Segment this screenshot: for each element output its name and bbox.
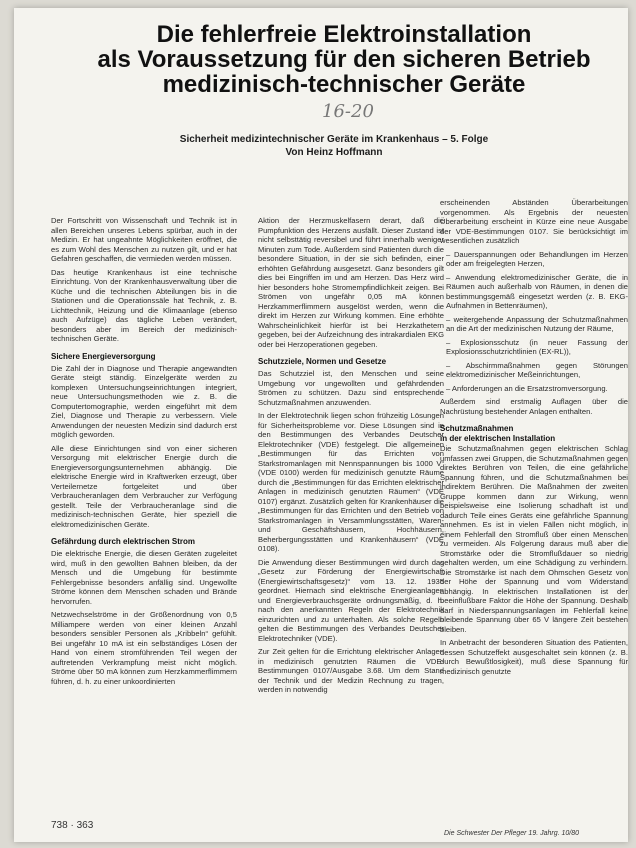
paragraph: Das Schutzziel ist, den Menschen und seine Umgebung vor ungewollten und gefährdenden Strömen zu schützen. Dazu sind entsprechende Schutzmaßnahmen anzuwenden. [258, 369, 444, 407]
paragraph: Aktion der Herzmuskelfasern derart, daß die Pumpfunktion des Herzens ausfällt. Dieser Zustand ist nicht selbsttätig reversibel und führt innerhalb weniger Minuten zum Tode. Außerdem sind Patienten durch die besondere Situation, in der sie sich befinden, einer erhöhten Gefährdung ausgesetzt. Ganz besonders gilt dies bei Eingriffen im und am Herzen. Das Herz wird hier besonders hohe Stromempfindlichkeit zeigen. Bei Strömen von ungefähr 0,05 mA können Herzkammerflimmern ausgelöst werden, wenn die direkt im Herzen zur Wirkung kommen. Eine erhöhte Wahrscheinlichkeit hierfür ist bei Herzkathetern gegeben, bei der Aufzeichnung des intrakardialen EKG oder bei Herzoperationen gegeben. [258, 216, 444, 349]
text-column-2 [258, 216, 444, 816]
paragraph: Alle diese Einrichtungen sind von einer sicheren Versorgung mit elektrischer Energie durch die Energieversorgungsunternehmen abhängig. Die elektrische Energie wird in Kraftwerken erzeugt, über Verteilernetze fortgeleitet und über Verbraucheranlagen dem Verbraucher zur Verfügung gestellt. Teile der Verbraucheranlage sind die medizinisch-technischen Geräte, hier speziell die elektromedizinischen Geräte. [51, 443, 237, 529]
list-item: – Abschirmmaßnahmen gegen Störungen elektromedizinischer Meßeinrichtungen, [446, 360, 628, 379]
journal-reference: Die Schwester Der Pfleger 19. Jahrg. 10/80 [444, 830, 580, 837]
handwritten-note: 16-20 [322, 101, 374, 122]
heading-line-1: Schutzmaßnahmen [440, 424, 514, 433]
paragraph: Die Anwendung dieser Bestimmungen wird durch das „Gesetz zur Förderung der Energiewirtschaft (Energiewirtschaftsgesetz)“ vom 13. 12. 1935 geordnet. Hiernach sind elektrische Energieanlagen und Energieverbrauchsgeräte ordnungsmäßig, d. h. nach den anerkannten Regeln der Elektrotechnik einzurichten und zu unterhalten. Als solche Regeln gelten die Bestimmungen des Verbandes Deutscher Elektrotechniker (VDE). [258, 557, 444, 643]
title-line-3: medizinisch-technischer Geräte [162, 71, 526, 98]
author-line: Von Heinz Hoffmann [285, 147, 383, 158]
paragraph: Der Fortschritt von Wissenschaft und Technik ist in allen Bereichen unseres Lebens spürbar, auch in der Medizin. Er hat ungeahnte Möglichkeiten eröffnet, die es zum Wohl des Menschen zu nutzen gilt, und er hat Gefahren geschaffen, die vermieden werden müssen. [51, 216, 237, 263]
text-column-1 [51, 216, 237, 816]
paragraph: Zur Zeit gelten für die Errichtung elektrischer Anlagen in medizinisch genutzten Räumen die VDE-Bestimmungen 0107/Ausgabe 3.68. Um dem Stand der Technik und der Medizin Rechnung zu tragen, werden in notwendig [258, 647, 444, 694]
list-item: – Explosionsschutz (in neuer Fassung der Explosionsschutzrichtlinien (EX-RL)), [446, 337, 628, 356]
title-line-1: Die fehlerfreie Elektroinstallation [156, 21, 532, 48]
article-title [84, 22, 604, 97]
paragraph: Die Schutzmaßnahmen gegen elektrischen Schlag umfassen zwei Gruppen, die Schutzmaßnahmen gegen direktes Berühren von Teilen, die eine gefährliche Spannung führen, und die Schutzmaßnahmen bei indirektem Berühren. Die Maßnahmen der zweiten Gruppe kommen dann zur Wirkung, wenn beispielsweise eine Isolierung schadhaft ist und dadurch Teile eines Geräts eine gefährliche Spannung annehmen. Es ist in vielen Fällen nicht möglich, in einem Fehlerfall den Stromfluß über einen Menschen zu vermeiden. Als Folgerung daraus muß aber die Stromstärke oder die Stromflußdauer so niedrig gehalten werden, um eine Schädigung zu verhindern. Die Stromstärke ist nach dem Ohmschen Gesetz von der Höhe der Spannung und vom Widerstand abhängig. In elektrischen Installationen ist der beeinflußbare Faktor die Höhe der Spannung. Deshalb darf in Niederspannungsanlagen im Fehlerfall keine bleibende Spannung über 65 V längere Zeit bestehen bleiben. [440, 444, 628, 634]
list-item: – weitergehende Anpassung der Schutzmaßnahmen an die Art der medizinischen Nutzung der Räume, [446, 314, 628, 333]
heading-line-2: in der elektrischen Installation [440, 434, 556, 443]
section-heading: Schutzziele, Normen und Gesetze [258, 357, 387, 366]
article-subtitle [164, 133, 504, 159]
paragraph: Das heutige Krankenhaus ist eine technische Einrichtung. Von der Krankenhausverwaltung über die Küche und die technischen Abteilungen bis in die Stationen und die Operationssäle hat Technik, z. B. Lichttechnik, Heizung und die Klimaanlage (ebenso auch Aufzüge) das tägliche Leben verändert, besonders aber im Bereich der medizinisch-technischen Geräte. [51, 267, 237, 343]
list-item: – Dauerspannungen oder Behandlungen im Herzen oder am freigelegten Herzen, [446, 249, 628, 268]
section-heading [440, 424, 628, 444]
paragraph: In der Elektrotechnik liegen schon frühzeitig Lösungen für Sicherheitsprobleme vor. Diese Lösungen sind in den Bestimmungen des Verbandes Deutscher Elektrotechniker (VDE) festgelegt. Die allgemeinen „Bestimmungen für das Errichten von Starkstromanlagen mit Nennspannungen bis 1000 V“ (VDE 0100) werden für medizinisch genutzte Räume durch die „Bestimmungen für das Errichten elektrischer Anlagen in medizinisch genutzten Räumen“ (VDE 0107) ergänzt. Zusätzlich gelten für Krankenhäuser die „Bestimmungen für das Errichten und den Betrieb von Starkstromanlagen in Versammlungsstätten, Waren- und Geschäftshäusern, Hochhäusern, Beherbergungsstätten und Krankenhäusern“ (VDE 0108). [258, 411, 444, 553]
document-page [14, 8, 628, 842]
title-line-2: als Voraussetzung für den sicheren Betrieb [97, 46, 591, 73]
text-column-3 [440, 198, 628, 814]
list-item: – Anwendung elektromedizinischer Geräte, die in Räumen auch außerhalb von Räumen, in denen die bestimmungsgemäß eingesetzt werden (z. B. EKG-Aufnahmen in Bettenräumen), [446, 272, 628, 310]
page-number: 738 · 363 [51, 820, 94, 831]
series-line: Sicherheit medizintechnischer Geräte im Krankenhaus – 5. Folge [179, 134, 489, 145]
paragraph: Netzwechselströme in der Größenordnung von 0,5 Milliampere werden von einer kleinen Anzahl besonders sensibler Personen als „Kribbeln“ gefühlt. Bei ungefähr 10 mA ist ein selbständiges Lösen der Hand von einem stromführenden Teil wegen der auftretenden Verkrampfung meist nicht möglich. Ströme über 50 mA können zum Herzkammerflimmern führen, d. h. zu einer unkoordinierten [51, 610, 237, 686]
paragraph: Die elektrische Energie, die diesen Geräten zugeleitet wird, muß in den gewollten Bahnen bleiben, da der Mensch und die Umgebung für bestimmte Fehlergebnisse besonders anfällig sind. Ungewollte Ströme können dem Menschen schaden und Brände hervorrufen. [51, 549, 237, 606]
paragraph: In Anbetracht der besonderen Situation des Patienten, dessen Schutzeffekt ausgeschaltet sein können (z. B. durch Bewußtlosigkeit), muß diese Spannung für medizinisch genutzte [440, 638, 628, 676]
section-heading: Sichere Energieversorgung [51, 351, 156, 361]
section-heading: Gefährdung durch elektrischen Strom [51, 537, 196, 546]
list-item: – Anforderungen an die Ersatzstromversorgung. [446, 383, 608, 393]
paragraph: Außerdem sind erstmalig Auflagen über die Nachrüstung bestehender Anlagen enthalten. [440, 397, 628, 416]
paragraph: Die Zahl der in Diagnose und Therapie angewandten Geräte steigt ständig. Einzelgeräte werden zu komplexen Untersuchungseinrichtungen integriert, neue Untersuchungsmethoden wie z. B. die Computertomographie, werden eingeführt mit dem Ziel, Diagnose und Therapie zu verbessern. Viele Anwendungen der neuesten Medizin sind dadurch erst möglich geworden. [51, 363, 237, 439]
paragraph: erscheinenden Abständen Überarbeitungen vorgenommen. Als Ergebnis der neuesten Überarbeitung erscheint in Kürze eine neue Ausgabe der VDE-Bestimmungen 0107. Sie berücksichtigt im wesentlichen zusätzlich [440, 198, 628, 245]
